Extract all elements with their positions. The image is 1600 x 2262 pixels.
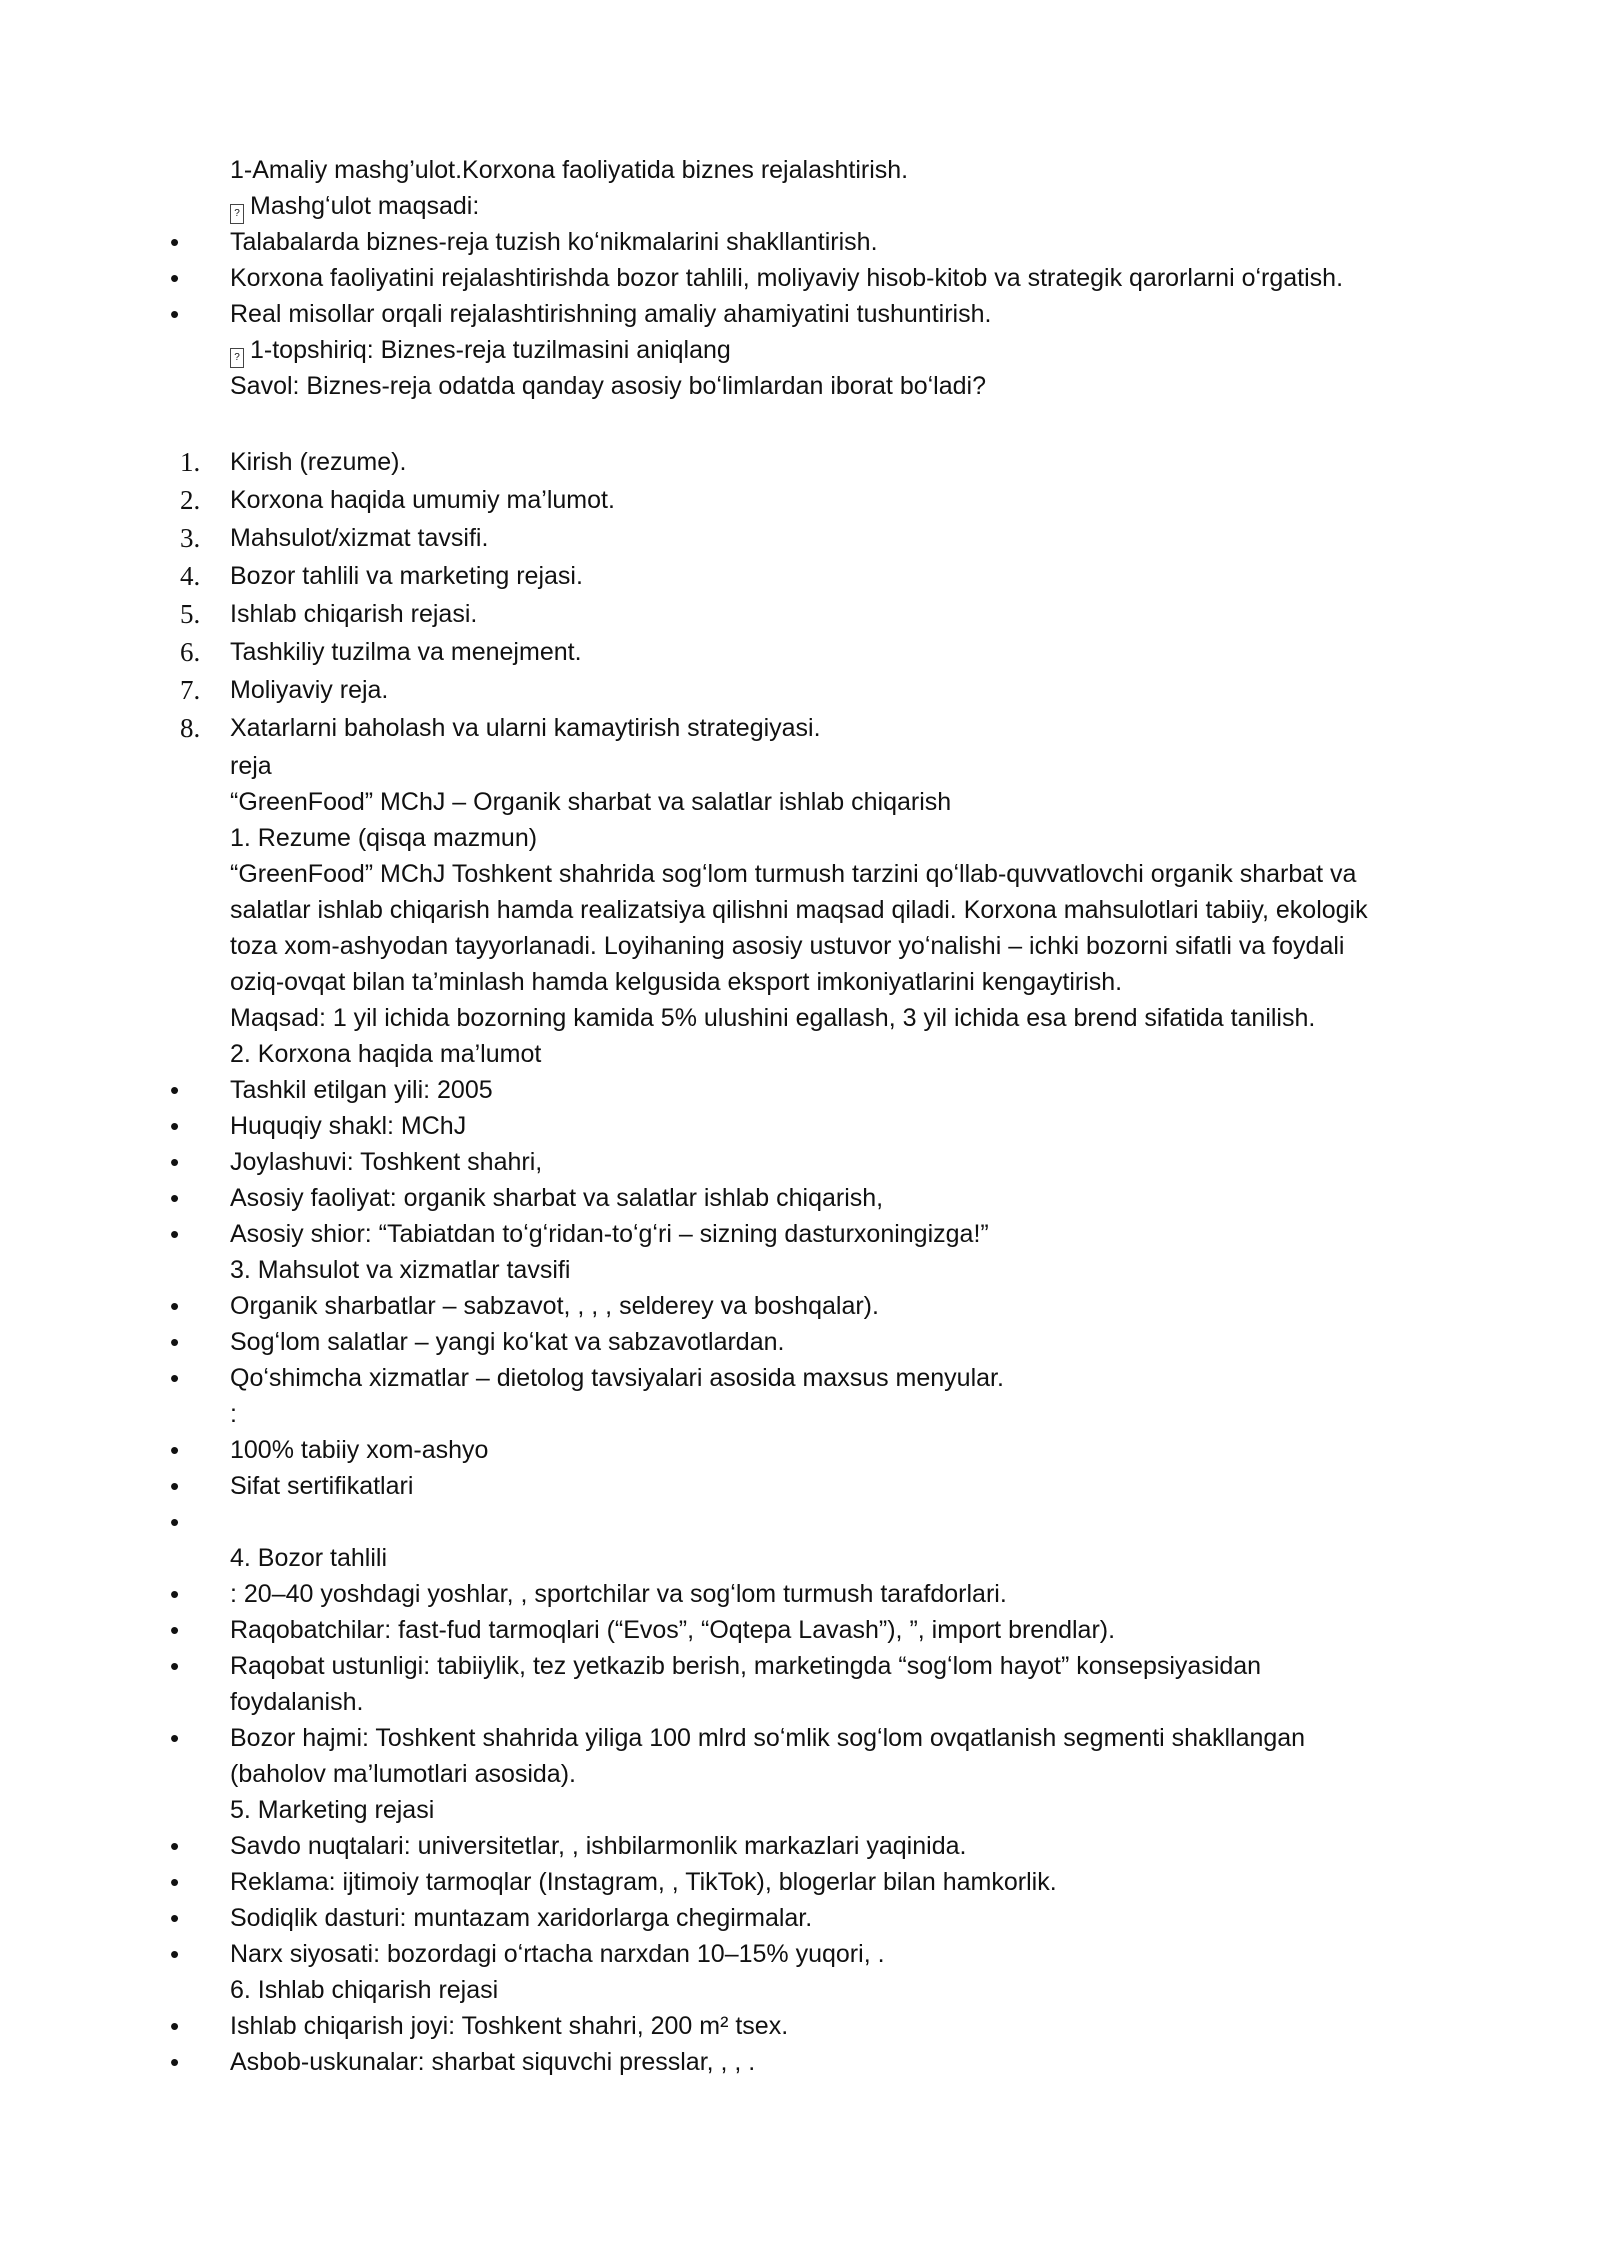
section-item: Xatarlarni baholash va ularni kamaytirish strategiyasi. [230,714,821,742]
section-item: Korxona haqida umumiy ma’lumot. [230,486,615,514]
bullet-icon: • [170,299,180,329]
maqsad-text: Maqsad: 1 yil ichida bozorning kamida 5% ulushini egallash, 3 yil ichida esa brend sifatida tanilish. [230,1004,1316,1032]
rezume-heading: 1. Rezume (qisqa mazmun) [230,824,538,852]
task-heading-line [230,332,1490,368]
bullet-icon: • [170,1939,180,1969]
market-advantage-line: foydalanish. [230,1688,364,1716]
list-number: 7. [180,675,201,705]
market-size-line: (baholov ma’lumotlari asosida). [230,1760,576,1788]
bullet-icon: • [170,2047,180,2077]
list-number: 6. [180,637,201,667]
rezume-line: salatlar ishlab chiqarish hamda realizatsiya qilishni maqsad qiladi. Korxona mahsulotlari tabiiy, ekologik [230,896,1368,924]
bullet-icon: • [170,1651,180,1681]
bullet-icon: • [170,1183,180,1213]
marketing-item: Savdo nuqtalari: universitetlar, , ishbilarmonlik markazlari yaqinida. [230,1832,967,1860]
bullet-icon: • [170,263,180,293]
marketing-item: Reklama: ijtimoiy tarmoqlar (Instagram, , TikTok), blogerlar bilan hamkorlik. [230,1868,1057,1896]
bullet-icon: • [170,1615,180,1645]
advantage-item: 100% tabiiy xom-ashyo [230,1436,489,1464]
bullet-icon: • [170,227,180,257]
bullet-icon: • [170,1147,180,1177]
company-item: Tashkil etilgan yili: 2005 [230,1076,493,1104]
task-heading: 1-topshiriq: Biznes-reja tuzilmasini aniqlang [250,336,731,364]
advantage-item: Sifat sertifikatlari [230,1472,414,1500]
bullet-icon: • [170,1507,180,1537]
missing-glyph-icon: ? [230,348,244,368]
goal-item: Korxona faoliyatini rejalashtirishda bozor tahlili, moliyaviy hisob-kitob va strategik qarorlarni oʻrgatish. [230,264,1344,292]
reja-label: reja [230,752,272,780]
section-item: Kirish (rezume). [230,448,407,476]
bullet-icon: • [170,1327,180,1357]
section-item: Bozor tahlili va marketing rejasi. [230,562,583,590]
goal-item: Talabalarda biznes-reja tuzish koʻnikmalarini shakllantirish. [230,228,878,256]
production-heading: 6. Ishlab chiqarish rejasi [230,1976,499,2004]
bullet-icon: • [170,1579,180,1609]
company-item: Joylashuvi: Toshkent shahri, [230,1148,543,1176]
market-item: : 20–40 yoshdagi yoshlar, , sportchilar va sogʻlom turmush tarafdorlari. [230,1580,1007,1608]
document-title: 1-Amaliy mashg’ulot.Korxona faoliyatida biznes rejalashtirish. [230,156,909,184]
company-item: Asosiy faoliyat: organik sharbat va salatlar ishlab chiqarish, [230,1184,884,1212]
list-number: 5. [180,599,201,629]
colon-line: : [230,1400,237,1428]
list-number: 4. [180,561,201,591]
rezume-line: toza xom-ashyodan tayyorlanadi. Loyihaning asosiy ustuvor yoʻnalishi – ichki bozorni sifatli va foydali [230,932,1345,960]
bullet-icon: • [170,1471,180,1501]
bullet-icon: • [170,1723,180,1753]
bullet-icon: • [170,1363,180,1393]
company-item: Huquqiy shakl: MChJ [230,1112,467,1140]
market-item: Raqobatchilar: fast-fud tarmoqlari (“Evos”, “Oqtepa Lavash”), ”, import brendlar). [230,1616,1116,1644]
list-number: 2. [180,485,201,515]
marketing-heading: 5. Marketing rejasi [230,1796,435,1824]
bullet-icon: • [170,1219,180,1249]
section-item: Mahsulot/xizmat tavsifi. [230,524,489,552]
plan-title: “GreenFood” MChJ – Organik sharbat va salatlar ishlab chiqarish [230,788,952,816]
bullet-icon: • [170,1867,180,1897]
list-number: 8. [180,713,201,743]
section-item: Ishlab chiqarish rejasi. [230,600,478,628]
goal-heading: Mashgʻulot maqsadi: [250,192,480,220]
bullet-icon: • [170,1075,180,1105]
company-item: Asosiy shior: “Tabiatdan toʻgʻridan-toʻgʻri – sizning dasturxoningizga!” [230,1220,989,1248]
goal-heading-line [230,188,1490,224]
market-heading: 4. Bozor tahlili [230,1544,388,1572]
rezume-line: “GreenFood” MChJ Toshkent shahrida sogʻlom turmush tarzini qoʻllab-quvvatlovchi organik sharbat va [230,860,1357,888]
section-item: Moliyaviy reja. [230,676,389,704]
product-item: Qoʻshimcha xizmatlar – dietolog tavsiyalari asosida maxsus menyular. [230,1364,1004,1392]
bullet-icon: • [170,1435,180,1465]
company-heading: 2. Korxona haqida ma’lumot [230,1040,542,1068]
market-size-line: Bozor hajmi: Toshkent shahrida yiliga 100 mlrd soʻmlik sogʻlom ovqatlanish segmenti shakllangan [230,1724,1306,1752]
bullet-icon: • [170,1903,180,1933]
bullet-icon: • [170,1111,180,1141]
marketing-item: Sodiqlik dasturi: muntazam xaridorlarga chegirmalar. [230,1904,813,1932]
production-item: Asbob-uskunalar: sharbat siquvchi presslar, , , . [230,2048,756,2076]
question-text: Savol: Biznes-reja odatda qanday asosiy boʻlimlardan iborat boʻladi? [230,372,987,400]
bullet-icon: • [170,1831,180,1861]
market-advantage-line: Raqobat ustunligi: tabiiylik, tez yetkazib berish, marketingda “sogʻlom hayot” konsepsiyasidan [230,1652,1262,1680]
goal-item: Real misollar orqali rejalashtirishning amaliy ahamiyatini tushuntirish. [230,300,992,328]
product-item: Sogʻlom salatlar – yangi koʻkat va sabzavotlardan. [230,1328,785,1356]
section-item: Tashkiliy tuzilma va menejment. [230,638,582,666]
product-item: Organik sharbatlar – sabzavot, , , , selderey va boshqalar). [230,1292,879,1320]
products-heading: 3. Mahsulot va xizmatlar tavsifi [230,1256,571,1284]
list-number: 3. [180,523,201,553]
list-number: 1. [180,447,201,477]
bullet-icon: • [170,2011,180,2041]
rezume-line: oziq-ovqat bilan ta’minlash hamda kelgusida eksport imkoniyatlarini kengaytirish. [230,968,1123,996]
production-item: Ishlab chiqarish joyi: Toshkent shahri, 200 m² tsex. [230,2012,789,2040]
missing-glyph-icon: ? [230,204,244,224]
marketing-item: Narx siyosati: bozordagi oʻrtacha narxdan 10–15% yuqori, . [230,1940,885,1968]
bullet-icon: • [170,1291,180,1321]
